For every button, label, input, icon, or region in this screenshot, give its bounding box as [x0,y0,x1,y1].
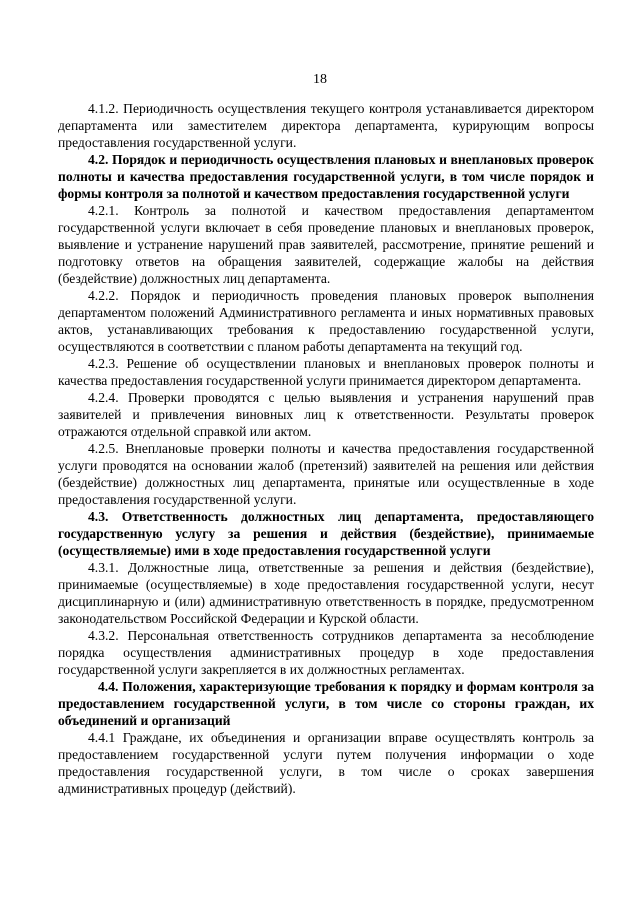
heading-4-4: 4.4. Положения, характеризующие требования к порядку и формам контроля за предоставлением государственной услуги, в том числе со стороны граждан, их объединений и организаций [58,679,594,728]
paragraph-4-3-2: 4.3.2. Персональная ответственность сотрудников департамента за несоблюдение порядка осуществления административных процедур в ходе предоставления государственной услуги закрепляется в их должностных регламентах. [58,628,594,677]
page-number: 18 [313,72,327,87]
paragraph-4-2-1: 4.2.1. Контроль за полнотой и качеством предоставления департаментом государственной услуги включает в себя проведение плановых и внеплановых проверок, выявление и устранение нарушений прав заявителей, рассмотрение, принятие решений и подготовку ответов на обращения заявителей, содержащие жалобы на действия (бездействие) должностных лиц департамента. [58,203,594,286]
paragraph-4-2-2: 4.2.2. Порядок и периодичность проведения плановых проверок выполнения департаментом положений Административного регламента и иных нормативных правовых актов, устанавливающих требования к предоставлению государственной услуги, осуществляются в соответствии с планом работы департамента на текущий год. [58,288,594,354]
paragraph-4-2-5: 4.2.5. Внеплановые проверки полноты и качества предоставления государственной услуги проводятся на основании жалоб (претензий) заявителей на решения или действия (бездействие) должностных лиц департамента, принятые или осуществленные в ходе предоставления государственной услуги. [58,441,594,507]
heading-4-2: 4.2. Порядок и периодичность осуществления плановых и внеплановых проверок полноты и качества предоставления государственной услуги, в том числе порядок и формы контроля за полнотой и качеством предоставления государственной услуги [58,152,594,201]
paragraph-4-1-2: 4.1.2. Периодичность осуществления текущего контроля устанавливается директором департамента или заместителем директора департамента, курирующим вопросы предоставления государственной услуги. [58,101,594,150]
paragraph-4-4-1: 4.4.1 Граждане, их объединения и организации вправе осуществлять контроль за предоставлением государственной услуги путем получения информации о ходе предоставления государственной услуги, в том числе о сроках завершения административных процедур (действий). [58,730,594,796]
paragraph-4-2-4: 4.2.4. Проверки проводятся с целью выявления и устранения нарушений прав заявителей и привлечения виновных лиц к ответственности. Результаты проверок отражаются отдельной справкой или актом. [58,390,594,439]
paragraph-4-2-3: 4.2.3. Решение об осуществлении плановых и внеплановых проверок полноты и качества предоставления государственной услуги принимается директором департамента. [58,356,594,388]
heading-4-3: 4.3. Ответственность должностных лиц департамента, предоставляющего государственную услугу за решения и действия (бездействие), принимаемые (осуществляемые) ими в ходе предоставления государственной услуги [58,509,594,558]
paragraph-4-3-1: 4.3.1. Должностные лица, ответственные за решения и действия (бездействие), принимаемые (осуществляемые) в ходе предоставления государственной услуги, несут дисциплинарную и (или) административную ответственность в порядке, предусмотренном законодательством Российской Федерации и Курской области. [58,560,594,626]
